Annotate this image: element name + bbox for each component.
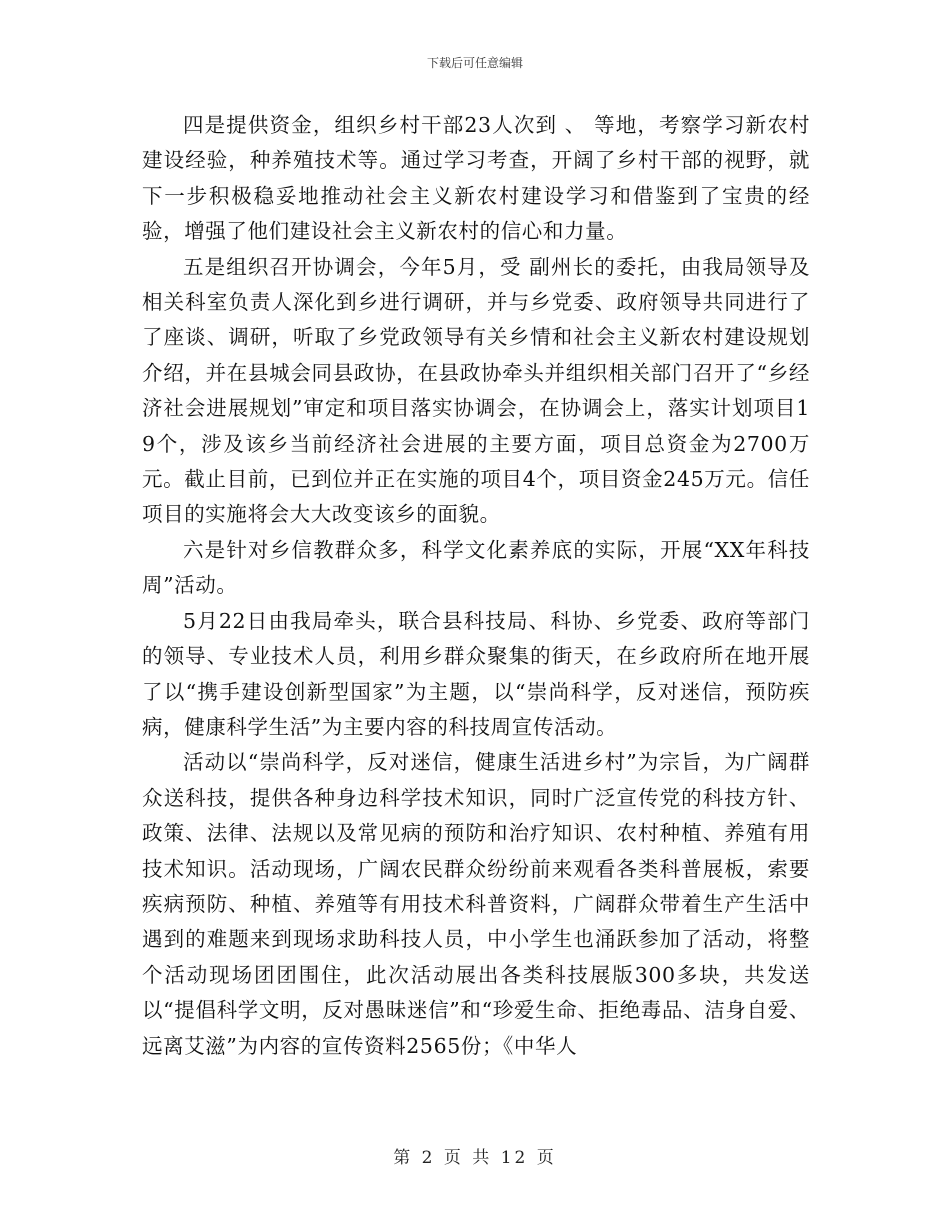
body-text — [142, 108, 810, 1064]
paragraph-funding: 四是提供资金，组织乡村干部23人次到 、 等地，考察学习新农村建设经验，种养殖技术等。通过学习考查，开阔了乡村干部的视野，就下一步积极稳妥地推动社会主义新农村建设学习和借鉴到了宝贵的经验，增强了他们建设社会主义新农村的信心和力量。 — [142, 113, 810, 244]
paragraph-activity-details: 活动以“崇尚科学，反对迷信，健康生活进乡村”为宗旨，为广阔群众送科技，提供各种身边科学技术知识，同时广泛宣传党的科技方针、政策、法律、法规以及常见病的预防和治疗知识、农村种植、养殖有用技术知识。活动现场，广阔农民群众纷纷前来观看各类科普展板，索要疾病预防、种植、养殖等有用技术科普资料，广阔群众带着生产生活中遇到的难题来到现场求助科技人员，中小学生也涌跃参加了活动，将整个活动现场团团围住，此次活动展出各类科技展版300多块，共发送以“提倡科学文明，反对愚昧迷信”和“珍爱生命、拒绝毒品、洁身自爱、远离艾滋”为内容的宣传资料2565份；《中华人 — [142, 750, 810, 1058]
header-note: 下载后可任意编辑 — [426, 56, 523, 70]
paragraph-coordination-meeting: 五是组织召开协调会，今年5月，受 副州长的委托，由我局领导及相关科室负责人深化到乡进行调研，并与乡党委、政府领导共同进行了了座谈、调研，听取了乡党政领导有关乡情和社会主义新农村建设规划介绍，并在县城会同县政协，在县政协牵头并组织相关部门召开了“乡经济社会进展规划”审定和项目落实协调会，在协调会上，落实计划项目19个，涉及该乡当前经济社会进展的主要方面，项目总资金为2700万元。截止目前，已到位并正在实施的项目4个，项目资金245万元。信任项目的实施将会大大改变该乡的面貌。 — [142, 254, 810, 527]
page-number: 第 2 页 共 12 页 — [393, 1148, 557, 1168]
paragraph-may-22-event: 5月22日由我局牵头，联合县科技局、科协、乡党委、政府等部门的领导、专业技术人员，利用乡群众聚集的街天，在乡政府所在地开展了以“携手建设创新型国家”为主题，以“崇尚科学，反对迷信，预防疾病，健康科学生活”为主要内容的科技周宣传活动。 — [142, 608, 810, 739]
paragraph-science-week: 六是针对乡信教群众多，科学文化素养底的实际，开展“XX年科技周”活动。 — [142, 537, 810, 598]
